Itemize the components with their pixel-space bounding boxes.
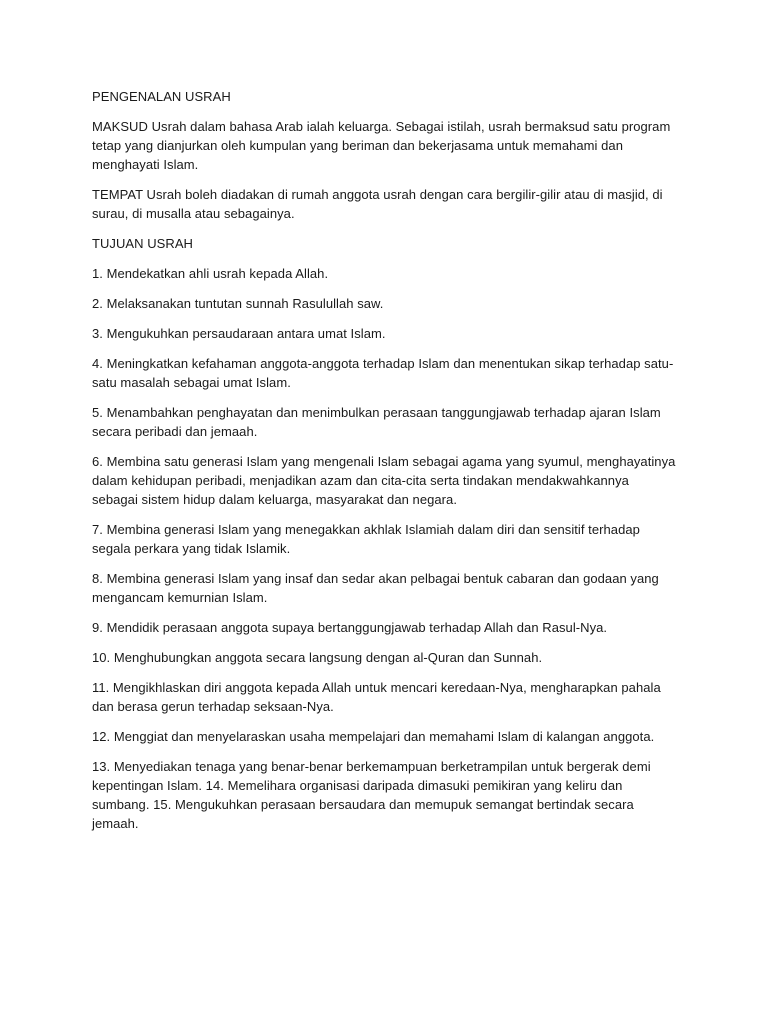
maksud-paragraph: MAKSUD Usrah dalam bahasa Arab ialah keluarga. Sebagai istilah, usrah bermaksud satu program tetap yang dianjurkan oleh kumpulan yang beriman dan bekerjasama untuk memahami dan menghayati Islam. bbox=[92, 119, 671, 172]
list-item: 13. Menyediakan tenaga yang benar-benar berkemampuan berketrampilan untuk bergerak demi kepentingan Islam. 14. Memelihara organisasi daripada dimasuki pemikiran yang keliru dan sumbang. 15. Mengukuhkan perasaan bersaudara dan memupuk semangat bertindak secara jemaah. bbox=[92, 759, 651, 831]
list-item: 2. Melaksanakan tuntutan sunnah Rasulullah saw. bbox=[92, 296, 384, 311]
list-item: 8. Membina generasi Islam yang insaf dan sedar akan pelbagai bentuk cabaran dan godaan yang mengancam kemurnian Islam. bbox=[92, 571, 659, 605]
list-item: 9. Mendidik perasaan anggota supaya bertanggungjawab terhadap Allah dan Rasul-Nya. bbox=[92, 620, 608, 635]
list-item: 12. Menggiat dan menyelaraskan usaha mempelajari dan memahami Islam di kalangan anggota. bbox=[92, 729, 655, 744]
document-title: PENGENALAN USRAH bbox=[92, 89, 231, 104]
list-item: 5. Menambahkan penghayatan dan menimbulkan perasaan tanggungjawab terhadap ajaran Islam secara peribadi dan jemaah. bbox=[92, 405, 661, 439]
tujuan-heading: TUJUAN USRAH bbox=[92, 236, 193, 251]
list-item: 7. Membina generasi Islam yang menegakkan akhlak Islamiah dalam diri dan sensitif terhadap segala perkara yang tidak Islamik. bbox=[92, 522, 640, 556]
document-page bbox=[92, 87, 678, 844]
list-item: 4. Meningkatkan kefahaman anggota-anggota terhadap Islam dan menentukan sikap terhadap satu-satu masalah sebagai umat Islam. bbox=[92, 356, 674, 390]
tempat-paragraph: TEMPAT Usrah boleh diadakan di rumah anggota usrah dengan cara bergilir-gilir atau di masjid, di surau, di musalla atau sebagainya. bbox=[92, 187, 663, 221]
list-item: 1. Mendekatkan ahli usrah kepada Allah. bbox=[92, 266, 329, 281]
list-item: 6. Membina satu generasi Islam yang mengenali Islam sebagai agama yang syumul, menghayatinya dalam kehidupan peribadi, menjadikan azam dan cita-cita serta tindakan mendakwahkannya sebagai sistem hidup dalam keluarga, masyarakat dan negara. bbox=[92, 454, 676, 507]
list-item: 10. Menghubungkan anggota secara langsung dengan al-Quran dan Sunnah. bbox=[92, 650, 543, 665]
list-item: 3. Mengukuhkan persaudaraan antara umat Islam. bbox=[92, 326, 386, 341]
list-item: 11. Mengikhlaskan diri anggota kepada Allah untuk mencari keredaan-Nya, mengharapkan pahala dan berasa gerun terhadap seksaan-Nya. bbox=[92, 680, 661, 714]
